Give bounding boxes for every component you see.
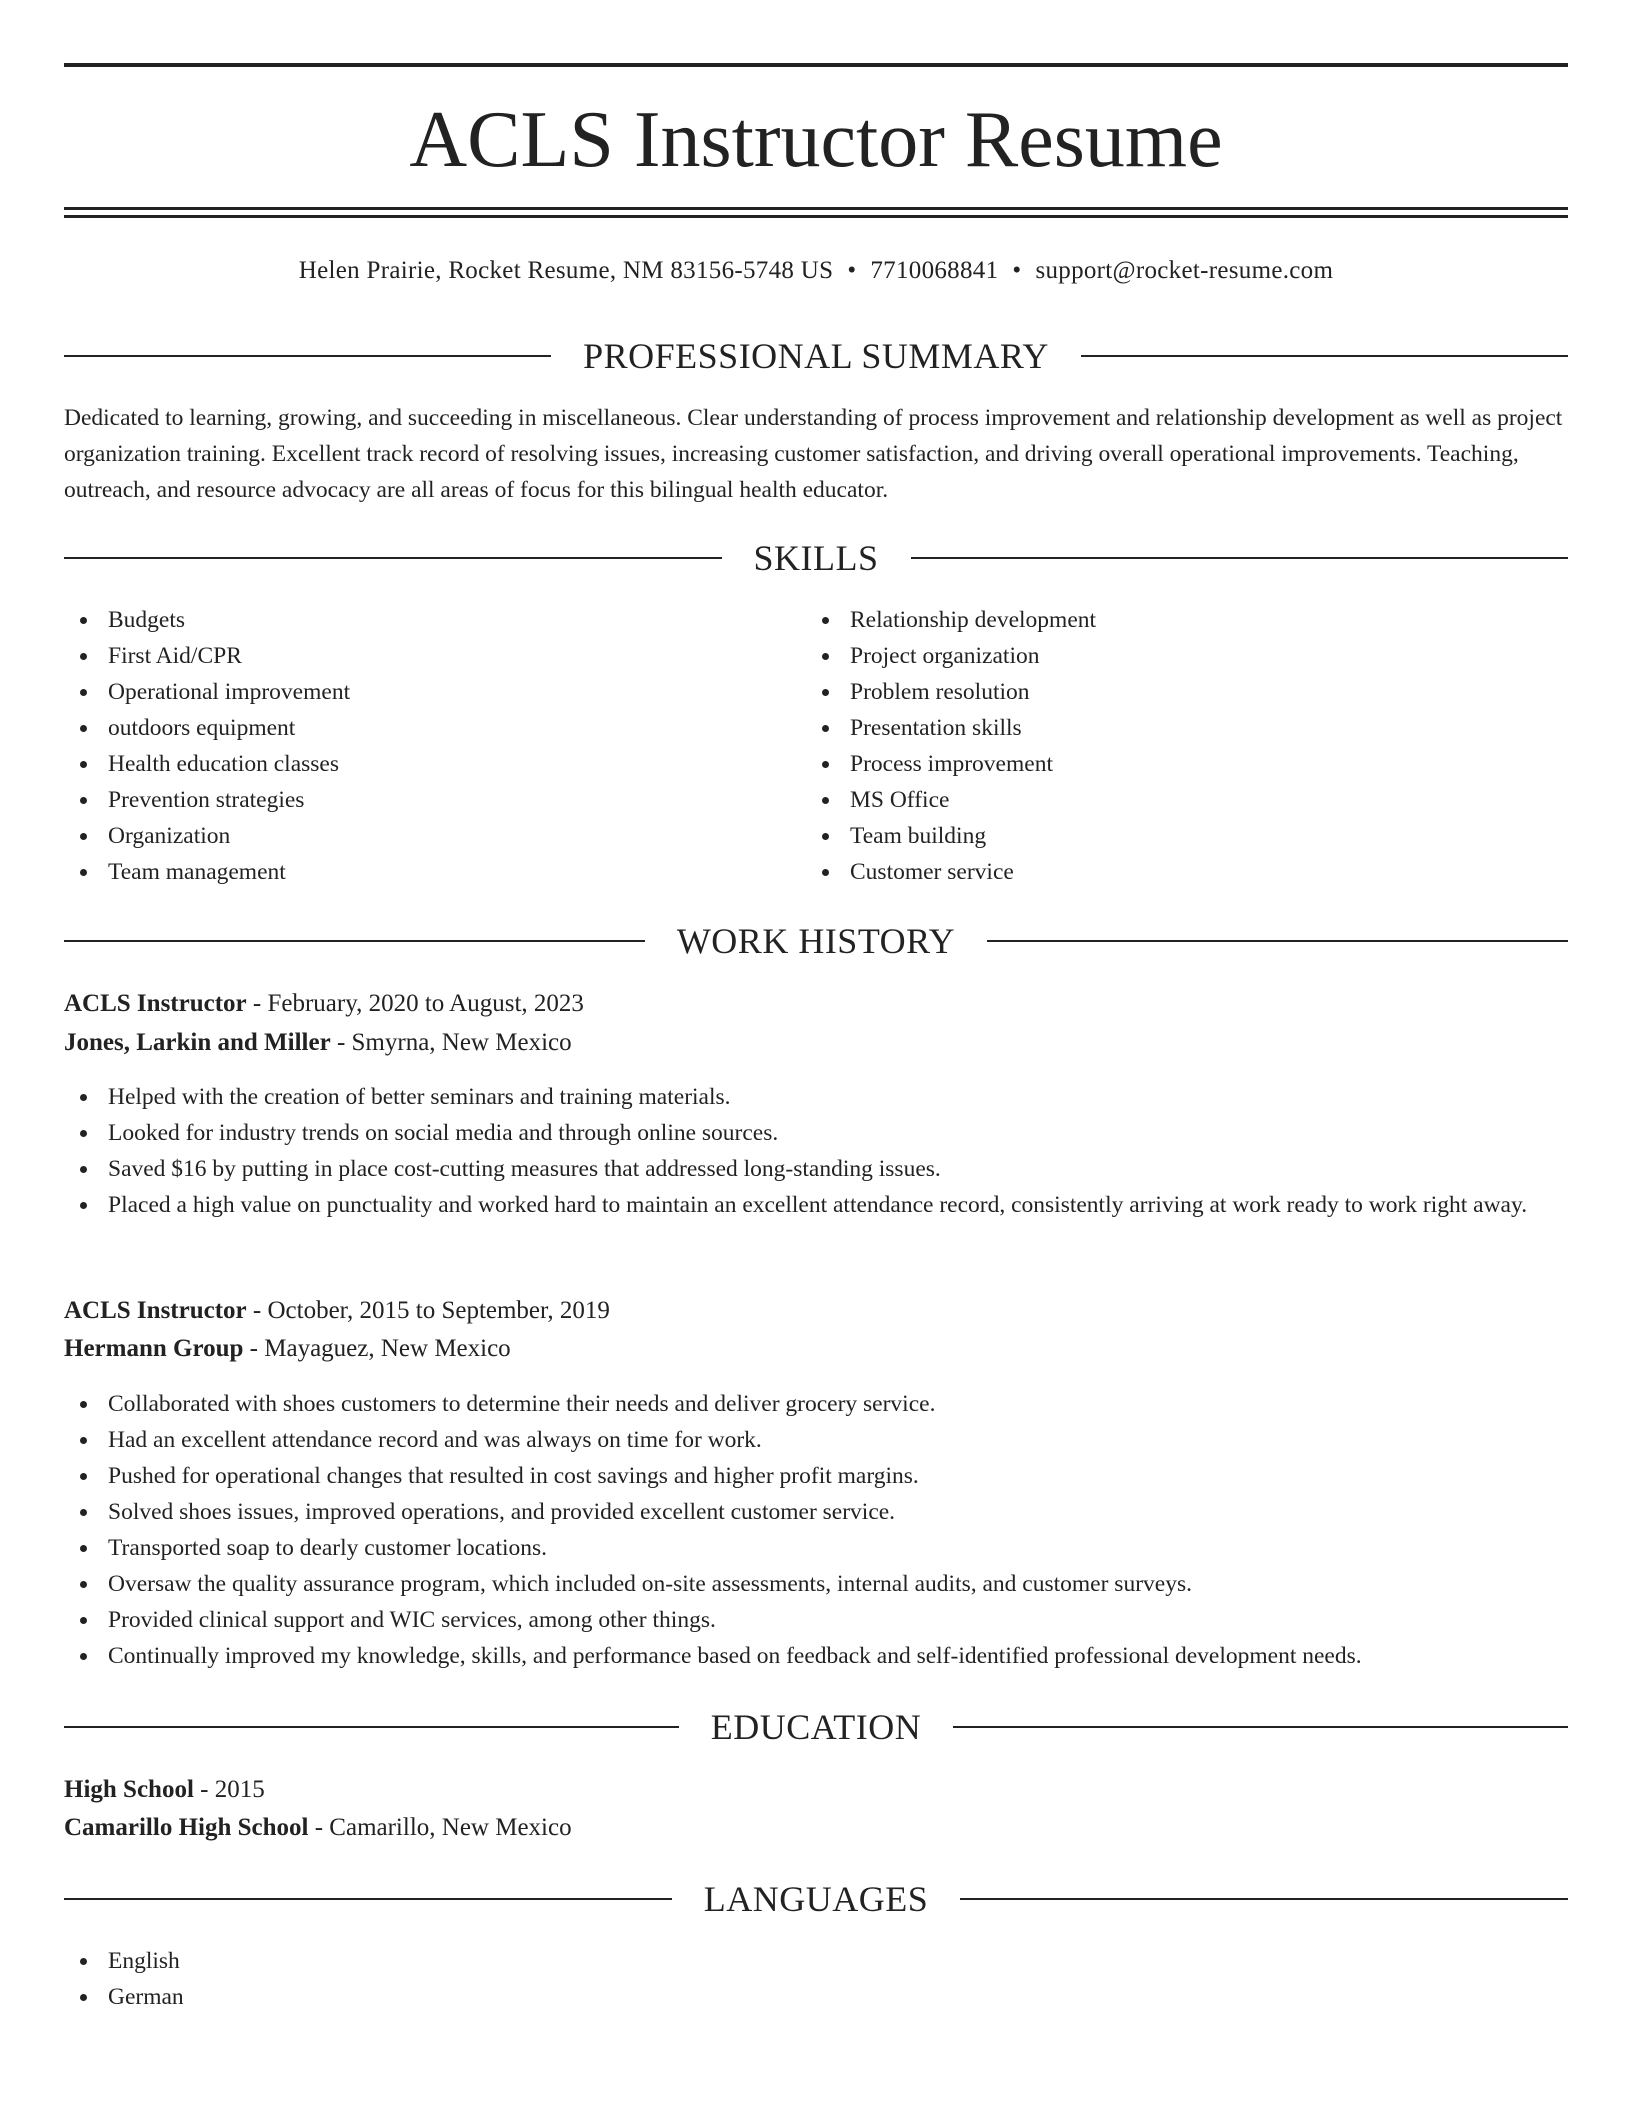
contact-separator: •	[1012, 257, 1022, 284]
skill-item: Prevention strategies	[64, 782, 764, 818]
section-title: SKILLS	[753, 538, 879, 578]
title-rule-upper	[64, 207, 1568, 210]
language-item: English	[64, 1943, 1568, 1979]
skill-item: MS Office	[806, 782, 1506, 818]
skill-item: Project organization	[806, 638, 1506, 674]
resume-title: ACLS Instructor Resume	[409, 96, 1223, 184]
job-duty-item: Transported soap to dearly customer locations.	[64, 1530, 1568, 1566]
job-duty-item: Continually improved my knowledge, skills, and performance based on feedback and self-identified professional development needs.	[64, 1638, 1568, 1674]
divider-line	[1081, 355, 1568, 357]
job-location: - Mayaguez, New Mexico	[249, 1335, 511, 1362]
job-duty-item: Pushed for operational changes that resulted in cost savings and higher profit margins.	[64, 1458, 1568, 1494]
education-year: - 2015	[200, 1776, 265, 1803]
divider-line	[987, 940, 1568, 942]
section-heading-work-history	[64, 916, 1568, 966]
job-title: ACLS Instructor	[64, 990, 247, 1017]
skill-item: Presentation skills	[806, 710, 1506, 746]
job-duty-item: Provided clinical support and WIC services, among other things.	[64, 1602, 1568, 1638]
title-rule-lower	[64, 215, 1568, 218]
divider-line	[64, 1898, 672, 1900]
divider-line	[64, 1726, 679, 1728]
skill-item: Health education classes	[64, 746, 764, 782]
job-company: Hermann Group	[64, 1335, 244, 1362]
divider-line	[64, 940, 645, 942]
section-heading-education	[64, 1702, 1568, 1752]
divider-line	[953, 1726, 1568, 1728]
top-rule	[64, 63, 1568, 67]
skill-item: Relationship development	[806, 602, 1506, 638]
divider-line	[911, 557, 1569, 559]
section-title: PROFESSIONAL SUMMARY	[583, 336, 1049, 376]
job-title-line	[64, 1293, 1568, 1329]
skill-item: Operational improvement	[64, 674, 764, 710]
contact-email: support@rocket-resume.com	[1035, 257, 1334, 284]
divider-line	[960, 1898, 1568, 1900]
skill-item: Organization	[64, 818, 764, 854]
skill-item: Problem resolution	[806, 674, 1506, 710]
job-duty-item: Had an excellent attendance record and was always on time for work.	[64, 1422, 1568, 1458]
section-title: EDUCATION	[710, 1707, 922, 1747]
section-heading-languages	[64, 1874, 1568, 1924]
education-school-line	[64, 1810, 1568, 1846]
divider-line	[64, 355, 551, 357]
education-degree: High School	[64, 1776, 194, 1803]
skill-item: First Aid/CPR	[64, 638, 764, 674]
job-duty-item: Oversaw the quality assurance program, which included on-site assessments, internal audits, and customer surveys.	[64, 1566, 1568, 1602]
section-title: WORK HISTORY	[676, 921, 956, 961]
education-school: Camarillo High School	[64, 1814, 309, 1841]
contact-address: Helen Prairie, Rocket Resume, NM 83156-5748 US	[298, 257, 834, 284]
summary-text: Dedicated to learning, growing, and succeeding in miscellaneous. Clear understanding of process improvement and relationship development as well as project organization training. Excellent track record of resolving issues, increasing customer satisfaction, and driving overall operational improvements. Teaching, outreach, and resource advocacy are all areas of focus for this bilingual health educator.	[64, 405, 1563, 503]
languages-list	[64, 1943, 1568, 2015]
contact-separator: •	[847, 257, 857, 284]
contact-line	[64, 254, 1568, 288]
job-duties-list	[64, 1386, 1568, 1674]
skill-item: Budgets	[64, 602, 764, 638]
job-duty-item: Collaborated with shoes customers to determine their needs and deliver grocery service.	[64, 1386, 1568, 1422]
divider-line	[64, 557, 722, 559]
job-duty-item: Helped with the creation of better seminars and training materials.	[64, 1079, 1568, 1115]
job-dates: - October, 2015 to September, 2019	[252, 1297, 610, 1324]
education-location: - Camarillo, New Mexico	[314, 1814, 572, 1841]
job-company-line	[64, 1025, 1568, 1061]
skills-list-left	[64, 602, 764, 890]
job-duty-item: Looked for industry trends on social media and through online sources.	[64, 1115, 1568, 1151]
skill-item: Team management	[64, 854, 764, 890]
job-duty-item: Saved $16 by putting in place cost-cutting measures that addressed long-standing issues.	[64, 1151, 1568, 1187]
job-company: Jones, Larkin and Miller	[64, 1029, 331, 1056]
section-title: LANGUAGES	[703, 1879, 929, 1919]
skill-item: Customer service	[806, 854, 1506, 890]
job-title-line	[64, 986, 1568, 1022]
skill-item: Process improvement	[806, 746, 1506, 782]
skill-item: outdoors equipment	[64, 710, 764, 746]
job-title: ACLS Instructor	[64, 1297, 247, 1324]
job-duty-item: Solved shoes issues, improved operations, and provided excellent customer service.	[64, 1494, 1568, 1530]
language-item: German	[64, 1979, 1568, 2015]
job-company-line	[64, 1331, 1568, 1367]
education-degree-line	[64, 1772, 1568, 1808]
job-duties-list	[64, 1079, 1568, 1223]
section-heading-summary	[64, 331, 1568, 381]
job-dates: - February, 2020 to August, 2023	[252, 990, 584, 1017]
contact-phone: 7710068841	[870, 257, 999, 284]
job-duty-item: Placed a high value on punctuality and worked hard to maintain an excellent attendance record, consistently arriving at work ready to work right away.	[64, 1187, 1568, 1223]
section-heading-skills	[64, 533, 1568, 583]
job-location: - Smyrna, New Mexico	[336, 1029, 572, 1056]
skill-item: Team building	[806, 818, 1506, 854]
skills-list-right	[806, 602, 1506, 890]
